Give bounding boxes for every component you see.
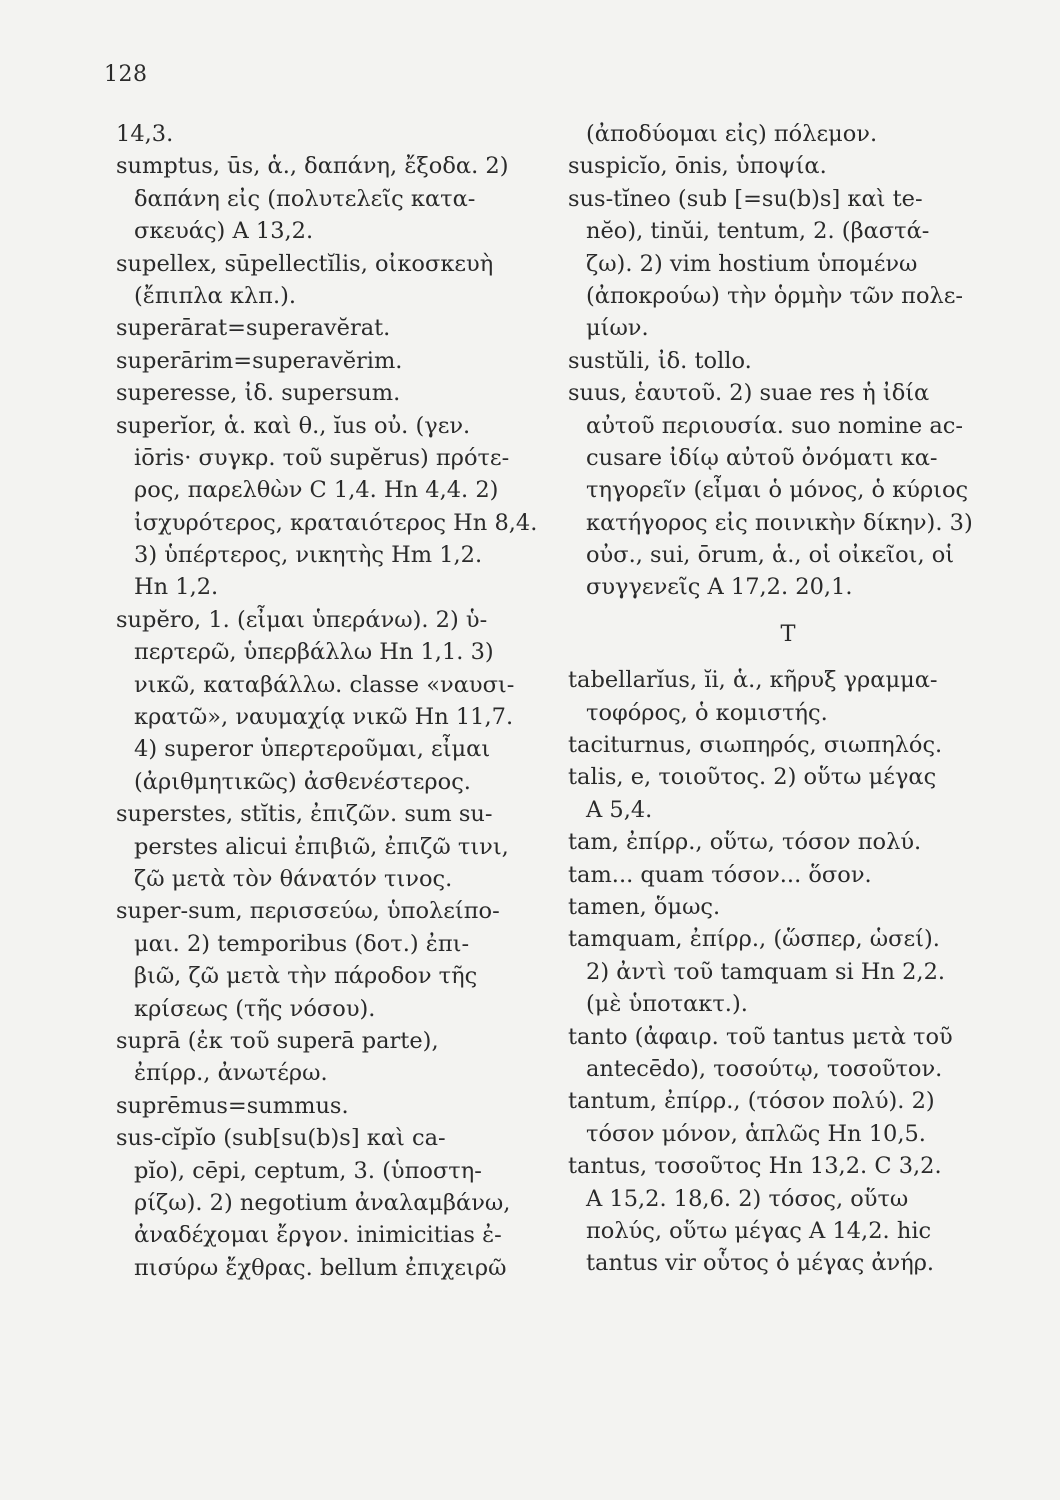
dictionary-line: ρος, παρελθὼν C 1,4. Hn 4,4. 2) (134, 477, 499, 504)
dictionary-line: super-sum, περισσεύω, ὑπολείπο- (116, 898, 500, 925)
right-column-entries-t (568, 664, 1028, 1279)
dictionary-line: δαπάνη εἰς (πολυτελεῖς κατα- (134, 185, 476, 212)
dictionary-line: tam... quam τόσον... ὅσον. (568, 861, 872, 888)
dictionary-line: τοφόρος, ὁ κομιστής. (586, 699, 828, 726)
dictionary-line: tam, ἐπίρρ., οὕτω, τόσον πολύ. (568, 829, 922, 856)
page-number: 128 (104, 62, 148, 87)
dictionary-line: ζω). 2) vim hostium ὑπομένω (586, 250, 918, 277)
right-column (568, 118, 1028, 1280)
dictionary-line: superĭor, ἁ. καὶ θ., ĭus οὐ. (γεν. (116, 412, 471, 439)
dictionary-line: A 5,4. (586, 796, 653, 823)
dictionary-line: pĭo), cēpi, ceptum, 3. (ὑποστη- (134, 1157, 482, 1184)
dictionary-line: talis, e, τοιοῦτος. 2) οὕτω μέγας (568, 764, 937, 791)
dictionary-line: tanto (ἀφαιρ. τοῦ tantus μετὰ τοῦ (568, 1023, 953, 1050)
dictionary-line: sustŭli, ἰδ. tollo. (568, 347, 752, 374)
dictionary-line: ἐπίρρ., ἀνωτέρω. (134, 1060, 328, 1087)
dictionary-line: cusare ἰδίῳ αὐτοῦ ὀνόματι κα- (586, 444, 938, 471)
dictionary-line: suprēmus=summus. (116, 1092, 349, 1119)
dictionary-line: ρίζω). 2) negotium ἀναλαμβάνω, (134, 1189, 511, 1216)
dictionary-line: suprā (ἐκ τοῦ superā parte), (116, 1027, 439, 1054)
dictionary-line: κατήγορος εἰς ποινικὴν δίκην). 3) (586, 509, 973, 536)
dictionary-line: tantum, ἐπίρρ., (τόσον πολύ). 2) (568, 1088, 935, 1115)
dictionary-line: nĕo), tinŭi, tentum, 2. (βαστά- (586, 218, 930, 245)
dictionary-line: (μὲ ὑποτακτ.). (586, 991, 748, 1018)
dictionary-line: αὐτοῦ περιουσία. suo nomine ac- (586, 412, 963, 439)
dictionary-line: 3) ὑπέρτερος, νικητὴς Hm 1,2. (134, 542, 483, 569)
dictionary-line: συγγενεῖς A 17,2. 20,1. (586, 574, 853, 601)
dictionary-line: περτερῶ, ὑπερβάλλω Hn 1,1. 3) (134, 639, 494, 666)
dictionary-line: σκευάς) A 13,2. (134, 218, 314, 245)
dictionary-line: (ἔπιπλα κλπ.). (134, 282, 297, 309)
dictionary-line: A 15,2. 18,6. 2) τόσος, οὕτω (586, 1185, 909, 1212)
dictionary-line: 14,3. (116, 121, 174, 147)
dictionary-line: (ἀριθμητικῶς) ἀσθενέστερος. (134, 768, 471, 795)
dictionary-line: κρίσεως (τῆς νόσου). (134, 995, 376, 1022)
dictionary-line: tantus vir οὗτος ὁ μέγας ἀνήρ. (586, 1250, 935, 1277)
dictionary-line: Hn 1,2. (134, 574, 219, 601)
dictionary-line: τόσον μόνον, ἁπλῶς Hn 10,5. (586, 1120, 926, 1147)
left-column (116, 118, 566, 1284)
dictionary-line: 2) ἀντὶ τοῦ tamquam si Hn 2,2. (586, 958, 946, 985)
dictionary-line: perstes alicui ἐπιβιῶ, ἐπιζῶ τινι, (134, 833, 509, 860)
dictionary-line: κρατῶ», ναυμαχίᾳ νικῶ Hn 11,7. (134, 704, 514, 731)
dictionary-line: sus-cĭpĭo (sub[su(b)s] καὶ ca- (116, 1125, 446, 1152)
dictionary-line: ζῶ μετὰ τὸν θάνατόν τινος. (134, 865, 453, 892)
dictionary-line: suus, ἑαυτοῦ. 2) suae res ἡ ἰδία (568, 380, 930, 407)
dictionary-line: antecēdo), τοσούτῳ, τοσοῦτον. (586, 1055, 943, 1082)
dictionary-line: sumptus, ūs, ἁ., δαπάνη, ἔξοδα. 2) (116, 153, 509, 180)
dictionary-line: βιῶ, ζῶ μετὰ τὴν πάροδον τῆς (134, 963, 478, 990)
dictionary-line: superārim=superavĕrim. (116, 347, 403, 374)
dictionary-line: μίων. (586, 315, 649, 342)
dictionary-line: tantus, τοσοῦτος Hn 13,2. C 3,2. (568, 1153, 942, 1180)
dictionary-line: (ἀποδύομαι εἰς) πόλεμον. (586, 121, 878, 147)
dictionary-line: supellex, sūpellectĭlis, οἰκοσκευὴ (116, 250, 494, 277)
dictionary-line: sus-tĭneo (sub [=su(b)s] καὶ te- (568, 185, 923, 212)
dictionary-line: τηγορεῖν (εἶμαι ὁ μόνος, ὁ κύριος (586, 477, 969, 504)
dictionary-line: iōris· συγκρ. τοῦ supĕrus) πρότε- (134, 444, 510, 471)
dictionary-line: supĕro, 1. (εἶμαι ὑπεράνω). 2) ὑ- (116, 606, 488, 633)
dictionary-line: 4) superor ὑπερτεροῦμαι, εἶμαι (134, 736, 491, 763)
dictionary-line: ἰσχυρότερος, κραταιότερος Hn 8,4. (134, 509, 538, 536)
dictionary-line: (ἀποκρούω) τὴν ὁρμὴν τῶν πολε- (586, 282, 964, 309)
dictionary-line: οὐσ., sui, ōrum, ἁ., οἱ οἰκεῖοι, οἱ (586, 542, 955, 569)
dictionary-line: superārat=superavĕrat. (116, 315, 391, 342)
dictionary-line: taciturnus, σιωπηρός, σιωπηλός. (568, 732, 943, 759)
dictionary-line: tamen, ὅμως. (568, 893, 721, 920)
dictionary-line: superesse, ἰδ. supersum. (116, 380, 401, 407)
dictionary-line: πισύρω ἔχθρας. bellum ἐπιχειρῶ (134, 1254, 507, 1281)
section-letter: T (780, 620, 796, 647)
dictionary-line: μαι. 2) temporibus (δοτ.) ἐπι- (134, 930, 470, 957)
dictionary-line: superstes, stĭtis, ἐπιζῶν. sum su- (116, 801, 493, 828)
dictionary-line: νικῶ, καταβάλλω. classe «ναυσι- (134, 671, 515, 698)
dictionary-line: tabellarĭus, ĭi, ἁ., κῆρυξ γραμμα- (568, 667, 938, 694)
dictionary-line: tamquam, ἐπίρρ., (ὥσπερ, ὡσεί). (568, 926, 940, 953)
dictionary-line: suspicĭo, ōnis, ὑποψία. (568, 153, 827, 180)
dictionary-line: ἀναδέχομαι ἔργον. inimicitias ἐ- (134, 1222, 502, 1249)
right-column-entries-s (568, 118, 1028, 604)
dictionary-line: πολύς, οὕτω μέγας A 14,2. hic (586, 1217, 932, 1244)
